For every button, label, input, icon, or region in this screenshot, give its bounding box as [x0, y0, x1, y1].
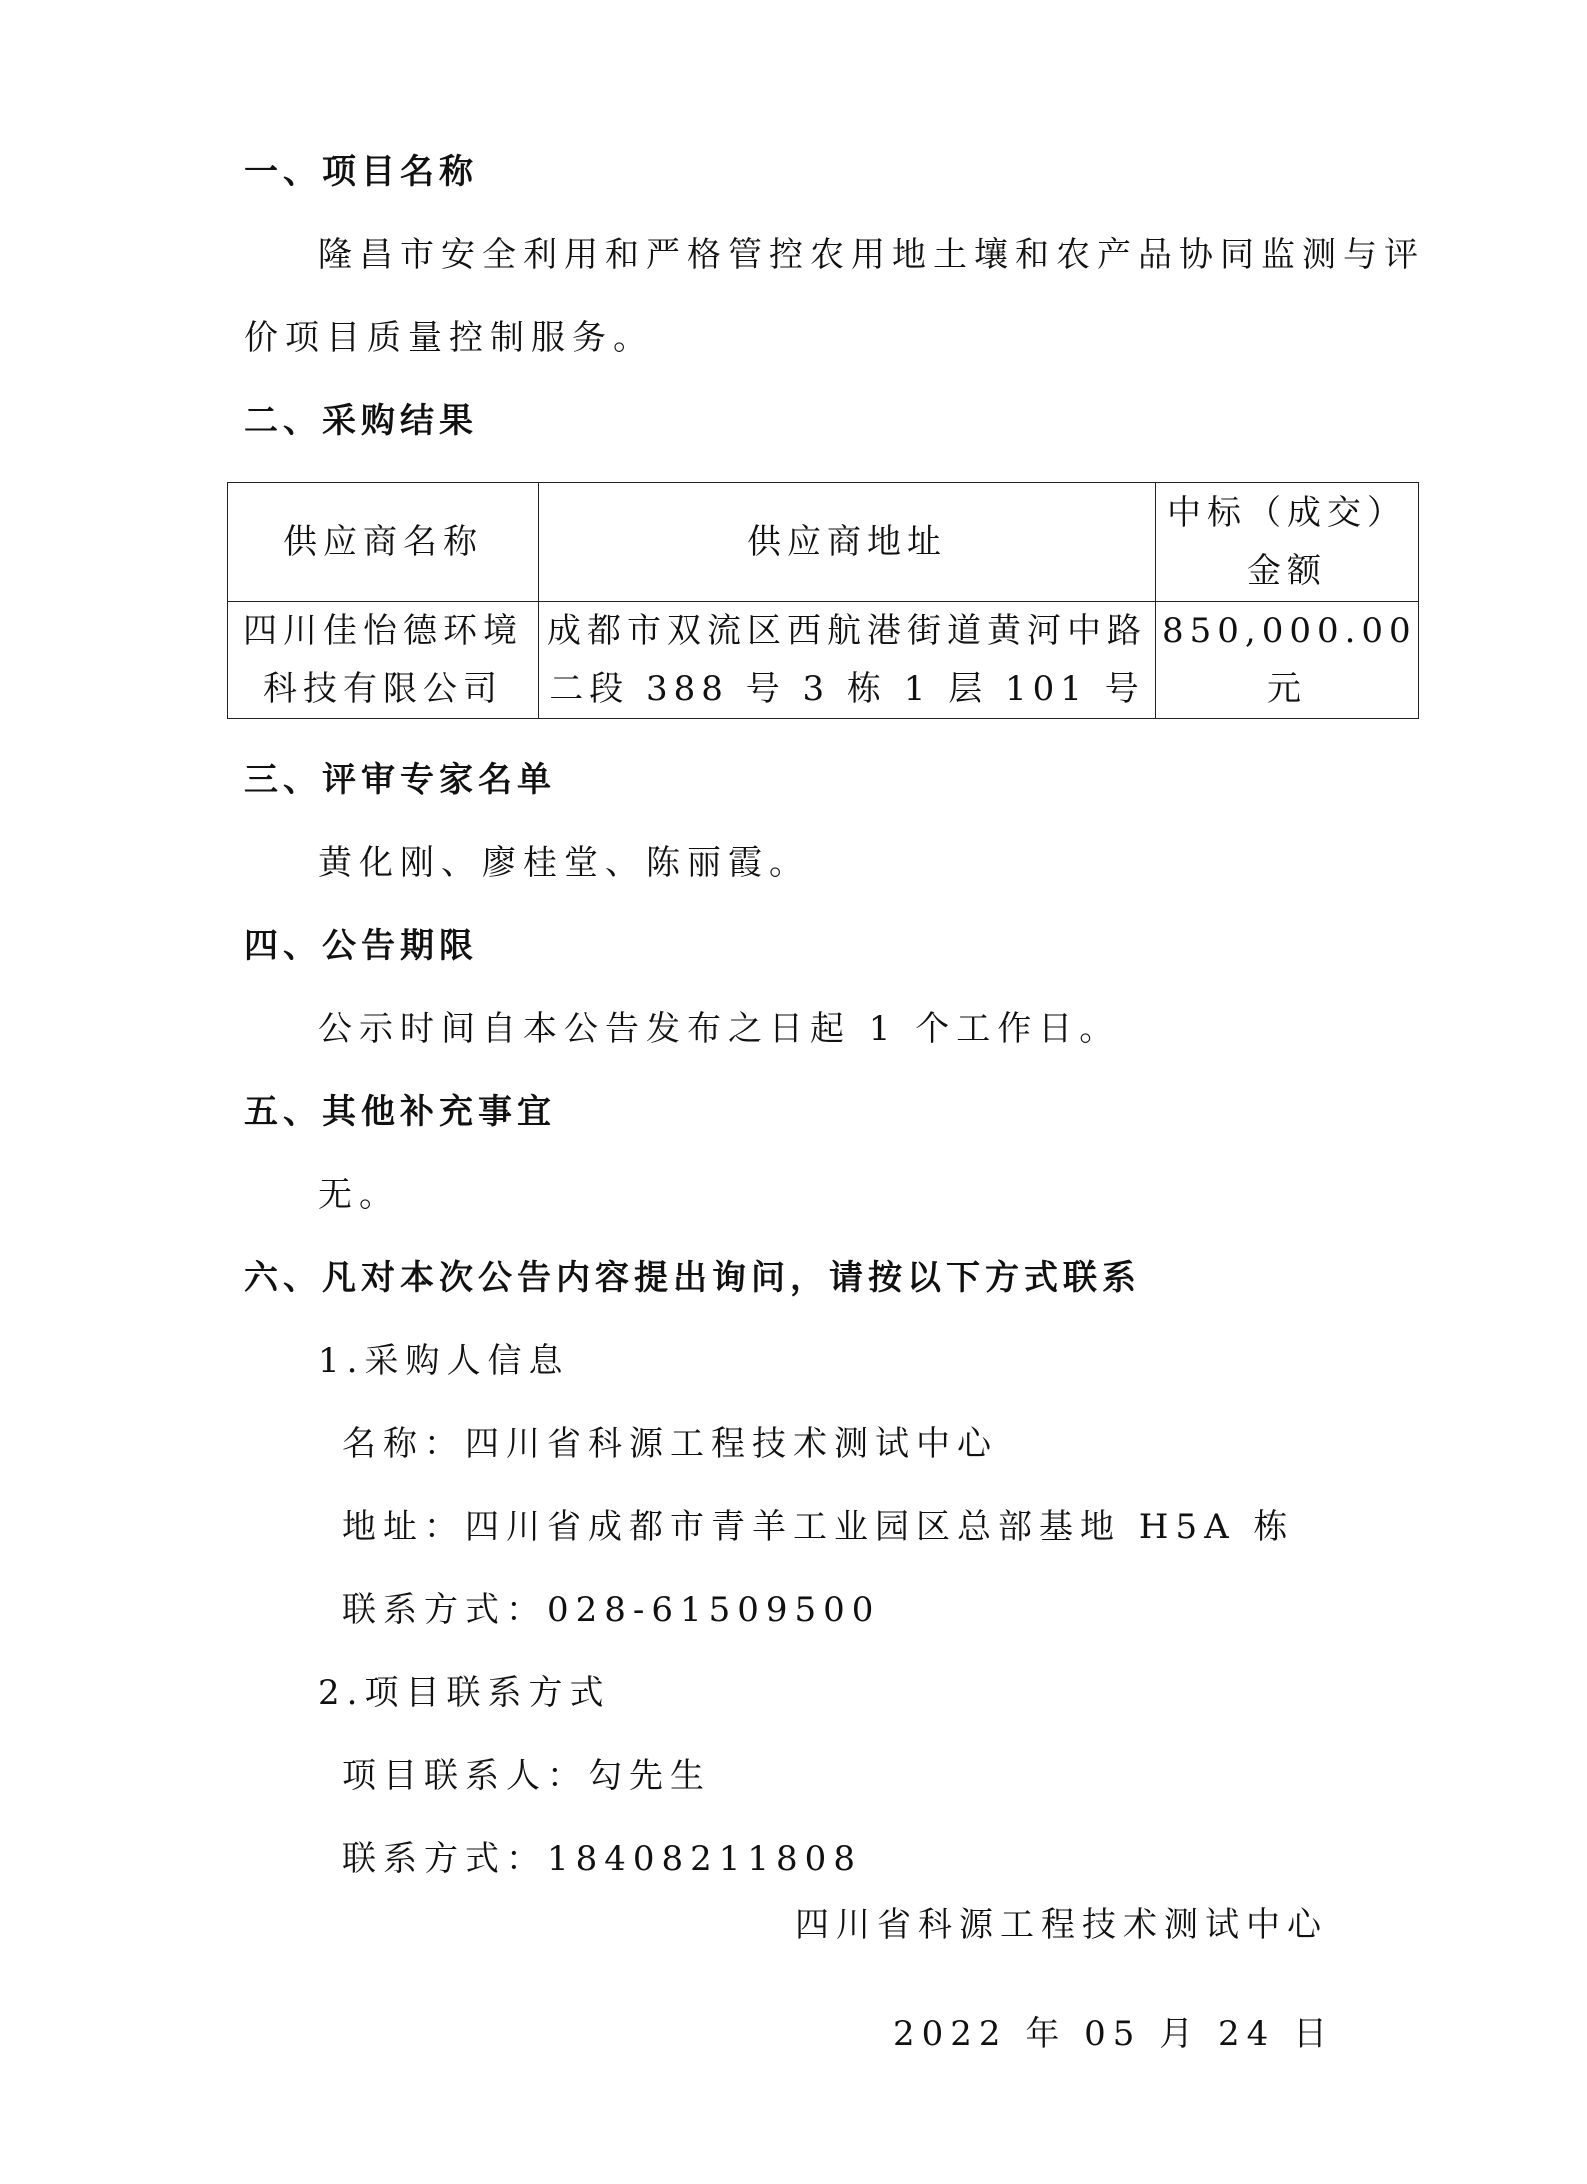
table-header-row — [228, 483, 1419, 602]
section-3-heading: 三、评审专家名单 — [244, 760, 556, 800]
header-amount-line-2: 金额 — [1247, 551, 1327, 591]
notice-period-text: 公示时间自本公告发布之日起 1 个工作日。 — [318, 1009, 1121, 1049]
signature-date: 2022 年 05 月 24 日 — [893, 2014, 1335, 2054]
buyer-name: 名称：四川省科源工程技术测试中心 — [342, 1424, 998, 1464]
buyer-info-title: 1.采购人信息 — [318, 1341, 570, 1381]
supplier-address-line-2: 二段 388 号 3 栋 1 层 101 号 — [549, 669, 1145, 709]
signature-organization: 四川省科源工程技术测试中心 — [795, 1905, 1328, 1945]
supplier-name-line-2: 科技有限公司 — [263, 669, 503, 709]
header-amount — [1156, 483, 1419, 602]
section-2-heading: 二、采购结果 — [244, 401, 478, 441]
project-name-line-1: 隆昌市安全利用和严格管控农用地土壤和农产品协同监测与评 — [318, 235, 1425, 275]
buyer-address: 地址：四川省成都市青羊工业园区总部基地 H5A 栋 — [342, 1507, 1295, 1547]
section-6-heading: 六、凡对本次公告内容提出询问，请按以下方式联系 — [244, 1258, 1141, 1298]
supplier-name-cell — [228, 602, 539, 719]
procurement-result-table — [227, 482, 1419, 719]
header-supplier-name: 供应商名称 — [228, 483, 539, 602]
section-5-heading: 五、其他补充事宜 — [244, 1092, 556, 1132]
project-contact-person: 项目联系人：勾先生 — [342, 1756, 711, 1796]
supplier-address-cell — [539, 602, 1156, 719]
other-matters-text: 无。 — [318, 1175, 400, 1215]
supplier-name-line-1: 四川佳怡德环境 — [243, 611, 523, 651]
project-contact-title: 2.项目联系方式 — [318, 1673, 611, 1713]
section-4-heading: 四、公告期限 — [244, 926, 478, 966]
buyer-contact: 联系方式：028-61509500 — [342, 1590, 881, 1630]
supplier-address-line-1: 成都市双流区西航港街道黄河中路 — [547, 611, 1147, 651]
table-row — [228, 602, 1419, 719]
project-contact-phone: 联系方式：18408211808 — [342, 1839, 862, 1879]
header-amount-line-1: 中标（成交） — [1167, 493, 1407, 533]
experts-list: 黄化刚、廖桂堂、陈丽霞。 — [318, 843, 810, 883]
section-1-heading: 一、项目名称 — [244, 152, 478, 192]
amount-cell: 850,000.00 元 — [1156, 602, 1419, 719]
project-name-line-2: 价项目质量控制服务。 — [244, 318, 654, 358]
header-supplier-address: 供应商地址 — [539, 483, 1156, 602]
